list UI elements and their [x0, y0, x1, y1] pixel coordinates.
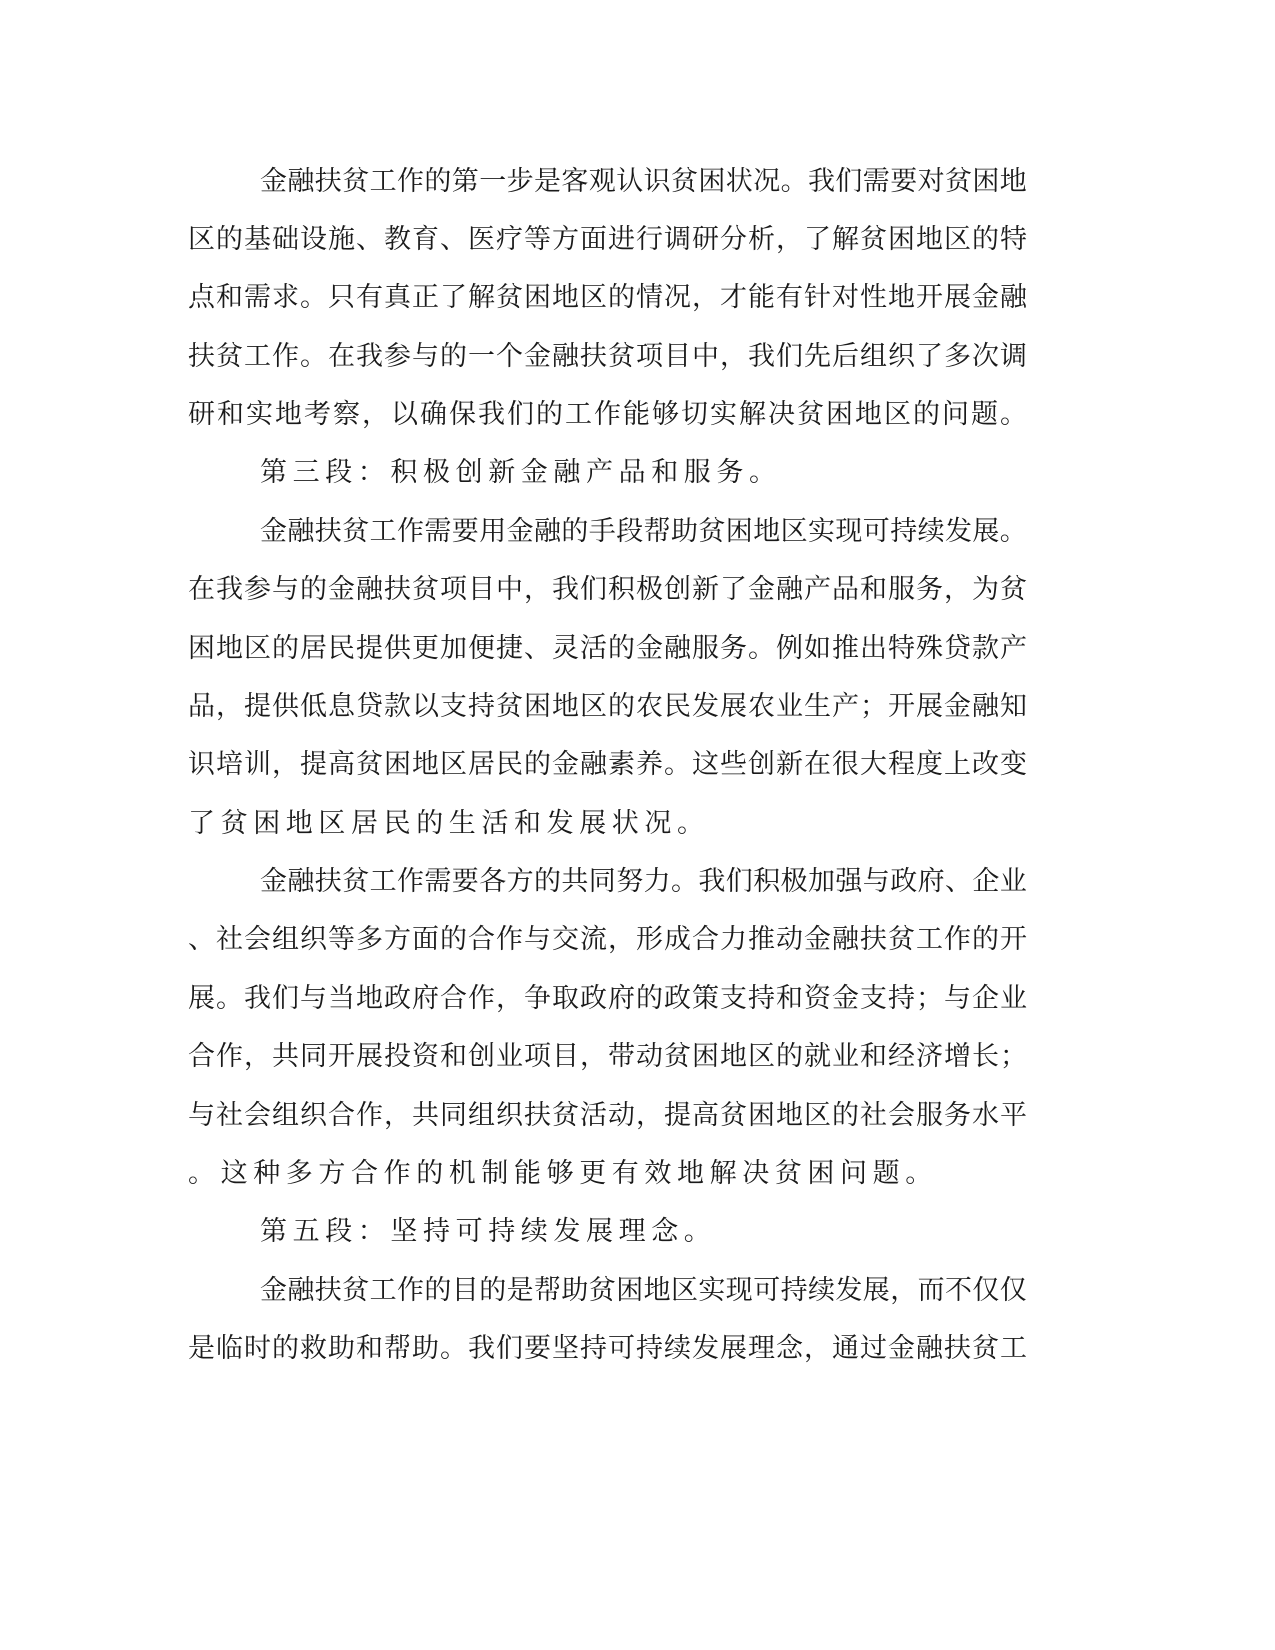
text-line: 金融扶贫工作需要各方的共同努力。我们积极加强与政府、企业	[260, 866, 1028, 897]
text-line: 金融扶贫工作的目的是帮助贫困地区实现可持续发展，而不仅仅	[260, 1275, 1028, 1306]
text-line: 识培训，提高贫困地区居民的金融素养。这些创新在很大程度上改变	[188, 749, 1028, 780]
text-line: 金融扶贫工作需要用金融的手段帮助贫困地区实现可持续发展。	[260, 516, 1028, 547]
text-line: 、社会组织等多方面的合作与交流，形成合力推动金融扶贫工作的开	[188, 924, 1028, 955]
text-line: 在我参与的金融扶贫项目中，我们积极创新了金融产品和服务，为贫	[188, 574, 1028, 605]
text-line: 是临时的救助和帮助。我们要坚持可持续发展理念，通过金融扶贫工	[188, 1333, 1028, 1364]
text-line: 扶贫工作。在我参与的一个金融扶贫项目中，我们先后组织了多次调	[188, 341, 1028, 372]
text-line: 。这种多方合作的机制能够更有效地解决贫困问题。	[188, 1158, 938, 1189]
text-line: 金融扶贫工作的第一步是客观认识贫困状况。我们需要对贫困地	[260, 166, 1028, 197]
text-line: 了贫困地区居民的生活和发展状况。	[188, 808, 710, 839]
text-line: 品，提供低息贷款以支持贫困地区的农民发展农业生产；开展金融知	[188, 691, 1028, 722]
section-heading: 第三段：积极创新金融产品和服务。	[260, 457, 782, 488]
text-line: 困地区的居民提供更加便捷、灵活的金融服务。例如推出特殊贷款产	[188, 633, 1028, 664]
text-line: 点和需求。只有真正了解贫困地区的情况，才能有针对性地开展金融	[188, 282, 1028, 313]
text-line: 与社会组织合作，共同组织扶贫活动，提高贫困地区的社会服务水平	[188, 1100, 1028, 1131]
text-line: 研和实地考察，以确保我们的工作能够切实解决贫困地区的问题。	[188, 399, 1029, 430]
text-line: 展。我们与当地政府合作，争取政府的政策支持和资金支持；与企业	[188, 983, 1028, 1014]
text-line: 合作，共同开展投资和创业项目，带动贫困地区的就业和经济增长；	[188, 1041, 1028, 1072]
section-heading: 第五段：坚持可持续发展理念。	[260, 1216, 717, 1247]
text-line: 区的基础设施、教育、医疗等方面进行调研分析，了解贫困地区的特	[188, 224, 1028, 255]
